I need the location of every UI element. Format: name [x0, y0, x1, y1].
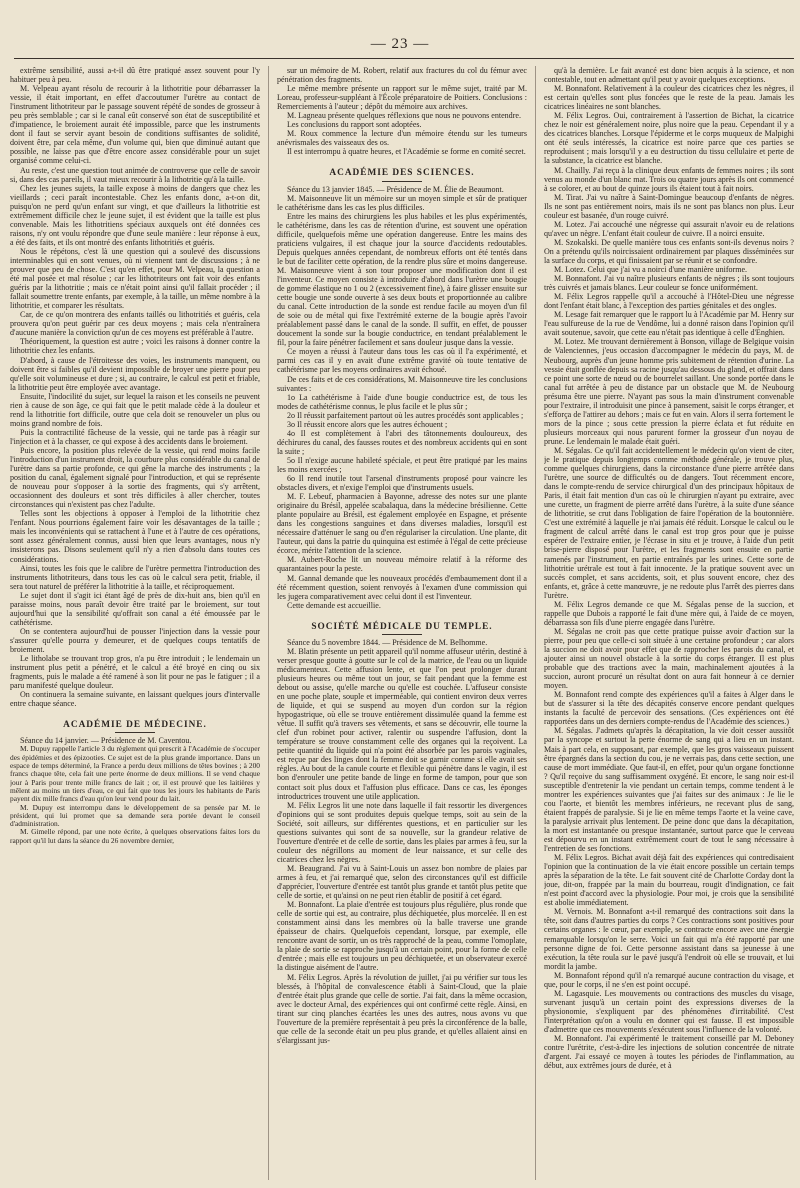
paragraph: 6o Il rend inutile tout l'arsenal d'instruments proposé pour vaincre les obstacles divers, et n'exige l'emploi que d'instruments usuels.: [277, 474, 527, 493]
paragraph: M. Ségalas. Ce qu'il fait accidentellement le médecin qu'on vient de citer, je le pratique depuis longtemps comme méthode générale, je trouve plus, comme quelques chirurgiens, dans la circonstance d'une pierre arrêtée dans l'urètre, une source de difficultés ou de dangers. Tout récemment encore, dans le compte-rendu de service chirurgical d'un des principaux hôpitaux de Paris, il était fait mention d'un cas où le chirurgien n'ayant pu extraire, avec une curette, un fragment de pierre arrêté dans l'urètre, à la suite d'une séance de lithotritie, se crut dans l'obligation de faire l'opération de la boutonnière. C'est une extrémité à laquelle je n'ai jamais été réduit. Lorsque le calcul ou le fragment de calcul arrêté dans le canal est trop gros pour que je puisse espérer de l'extraire entier, je l'écrase in situ et je trouve, à l'aide d'un petit brise-pierre disposé pour l'urètre, et les fragments sont ensuite en partie ramenés par l'instrument, en partie entraînés par les urines. Cette sorte de lithotritie urétrale est tout à fait innocente. Je la pratique souvent avec un succès complet, et sans accidents, soit, et plus souvent encore, chez des enfants, et, grâce à cette manœuvre, je ne redoute plus l'arrêt des pierres dans l'urètre.: [544, 445, 794, 600]
paragraph: M. Bonnafont répond qu'il n'a remarqué aucune contraction du visage, et que, pour le corps, il ne s'en est point occupé.: [544, 970, 794, 989]
top-rule: [14, 58, 794, 59]
paragraph: M. Félix Legros. Après la révolution de juillet, j'ai pu vérifier sur tous les blessés, à l'hôpital de convalescence établi à Saint-Cloud, que la plaie d'entrée était plus grande que celle de sortie. J'ai fait, dans la même occasion, avec le docteur Arnal, des expériences qui ont confirmé cette règle. Ainsi, en tirant sur cinq planches écartées les unes des autres, nous avons vu que l'ouverture de la première représentait à peu près la circonférence de la balle, que celle de la seconde était un peu plus grande, et qu'elles allaient ainsi en s'élargissant jus-: [277, 972, 527, 1045]
paragraph: M. Bonnafont. La plaie d'entrée est toujours plus régulière, plus ronde que celle de sortie qui est, au contraire, plus déchiquetée, plus morcelée. Il en est constamment ainsi dans les membres où la balle traverse une grande épaisseur de chairs. Quelquefois cependant, lorsque, par exemple, elle rencontre avant de sortir, un os très rapproché de la peau, comme l'omoplate, la plaie de sortie se rapproche jusqu'à un certain point, pour la forme de celle d'entrée ; mais elle est toujours un peu déchiquetée, et un observateur exercé la distingue aisément de l'autre.: [277, 900, 527, 973]
paragraph: Entre les mains des chirurgiens les plus habiles et les plus expérimentés, le cathétérisme, dans les cas de rétention d'urine, est souvent une opération difficile, quelquefois même une opération dangereuse. Entre les mains des praticiens vulgaires, il est chaque jour la source d'accidents redoutables. Depuis quelques années cependant, de nombreux efforts ont été tentés dans le but de faciliter cette opération, de la rendre plus sûre et moins dangereuse. M. Maisonneuve vient à son tour proposer une modification dont il est l'inventeur. Ce moyen consiste à introduire d'abord dans l'urètre une bougie de gomme élastique no 1 ou 2 (excessivement fine), à faire glisser ensuite sur cette bougie une sonde ouverte à ses deux bouts et proportionnée au calibre du canal. Cette introduction de la sonde est rendue facile au moyen d'un fil de soie ou de métal qui fixe l'extrémité externe de la bougie après l'avoir préalablement passé dans le canal de la sonde. Il suffit, en effet, de pousser doucement la sonde sur la bougie conductrice, en tendant préalablement le fil, pour la faire pénétrer facilement et sans douleur jusque dans la vessie.: [277, 211, 527, 348]
paragraph: Cette demande est accueillie.: [287, 600, 381, 610]
meeting-line: Séance du 5 novembre 1844. — Présidence de M. Belhomme.: [287, 637, 488, 647]
column-divider: [535, 66, 536, 1180]
paragraph: M. Lotez. J'ai accouché une négresse qui assurait n'avoir eu de relations qu'avec un nègre. L'enfant était couleur de cuivre. Il a noirci ensuite.: [544, 219, 794, 238]
paragraph: Théoriquement, la question est autre ; voici les raisons à donner contre la lithotritie chez les enfants.: [10, 337, 260, 356]
paragraph: Le même membre présente un rapport sur le même sujet, traité par M. Loreau, professeur-suppléant à l'École préparatoire de Poitiers. Conclusions : Remerciements à l'auteur ; dépôt du mémoire aux archives.: [277, 84, 527, 112]
section-heading: [277, 623, 527, 635]
paragraph: M. Maisonneuve lit un mémoire sur un moyen simple et sûr de pratiquer le cathétérisme dans les cas les plus difficiles.: [277, 193, 527, 212]
paragraph: Car, de ce qu'on montrera des enfants taillés ou lithotritiés et guéris, cela prouvera qu'on peut guérir par ces deux moyens ; mais cela n'entraînera d'aucune manière la conviction qu'un de ces moyens est préférable à l'autre.: [10, 310, 260, 338]
heading-rule: [382, 181, 422, 182]
paragraph: M. F. Lebeuf, pharmacien à Bayonne, adresse des notes sur une plante originaire du Brésil, appelée scabalaqua, dans la médecine brésilienne. Cette plante populaire au Brésil, est également employée en Espagne, et présente dans les congestions sanguines et dans diverses maladies, lorsqu'il est nécessaire d'atténuer le sang ou d'en régulariser la circulation. Une plante, dit l'auteur, qui dans la patrie du quinquina est estimée à l'égal de cette précieuse écorce, mérite l'attention de la science.: [277, 492, 527, 556]
paragraph: De ces faits et de ces considérations, M. Maisonneuve tire les conclusions suivantes :: [277, 374, 527, 393]
paragraph: Telles sont les objections à opposer à l'emploi de la lithotritie chez l'enfant. Nous pourrions également faire voir les désavantages de la taille ; mais les inconvénients qui se rattachent à l'une et à l'autre de ces opérations, sont assez généralement connus, aussi bien que leurs avantages, nous n'y insisterons pas. Disons seulement qu'il n'y a rien d'absolu dans toutes ces considérations.: [10, 509, 260, 564]
column-3: [544, 66, 794, 1180]
paragraph: Puis la contractilité fâcheuse de la vessie, qui ne tarde pas à réagir sur l'injection et à la chasser, ce qui expose à des accidents dans le broiement.: [10, 427, 260, 446]
paragraph: M. Bonnafont. J'ai expérimenté le traitement conseillé par M. Deboney contre l'urétrite, c'est-à-dire les injections de solution concentrée de nitrate d'argent. J'ai essayé ce moyen à toutes les périodes de l'inflammation, au début, aux extrêmes jours de durée, et à: [544, 1034, 794, 1071]
paragraph: Ce moyen a réussi à l'auteur dans tous les cas où il l'a expérimenté, et parmi ces cas il y en avait d'une extrême gravité où toute tentative de cathétérisme par les moyens ordinaires avait échoué.: [277, 347, 527, 375]
paragraph: 4o Il est complètement à l'abri des tâtonnements douloureux, des déchirures du canal, des fausses routes et des nombreux accidents qui en sont la suite ;: [277, 428, 527, 456]
paragraph: M. Lagneau présente quelques réflexions que nous ne pouvons entendre.: [287, 111, 521, 121]
paragraph: M. Blatin présente un petit appareil qu'il nomme affuseur utérin, destiné à verser presque goutte à goutte sur le col de la matrice, de l'eau ou un liquide médicamenteux. Cette affusion lente, et que l'on peut prolonger durant plusieurs heures ou même tout un jour, se fait pendant que la femme est debout ou assise, qu'elle marche ou qu'elle est couchée. L'affuseur consiste en une poche plate, souple et imperméable, qui contient environ deux verres de liquide, et qui se suspend au moyen d'un cordon sur la région hypogastrique, où elle se trouve entièrement dissimulée quand la femme est vêtue. Il suffit qu'à travers ses vêtements, et sans se découvrir, elle tourne la clef d'un robinet pour activer, ralentir ou suspendre l'affusion, dont la température se trouve constamment celle des organes qui la reçoivent. La petite quantité du liquide qui n'a point été absorbée par les parois vaginales, est reçue par des linges dont la femme doit se garnir comme si elle avait ses règles. Au bout de la canule courte et flexible qui pénètre dans le vagin, il est bon d'enrouler une petite bande de linge en forme de tampon, pour que son contact soit plus doux et l'affusion plus efficace. Dans ce cas, les éponges introductrices trouvent une utile application.: [277, 646, 527, 801]
paragraph: M. Ségalas ne croit pas que cette pratique puisse avoir d'action sur la pierre, pour peu que celle-ci soit située à une certaine profondeur ; car alors la succion ne doit avoir pour effet que de rapprocher les parois du canal, et ajouter ainsi un nouvel obstacle à la sortie du corps étranger. Il est plus probable que des tractions avec la main, machinalement ajoutées à la succion, auront procuré un résultat dont on aura fait honneur à ce dernier moyen.: [544, 626, 794, 691]
paragraph: M. Lesage fait remarquer que le rapport lu à l'Académie par M. Henry sur l'eau sulfureuse de la rue de Vendôme, lui a donné raison dans l'opinion qu'il avait soutenue, savoir, que cette eau n'était pas identique à celle d'Enghien.: [544, 310, 794, 338]
paragraph: Chez les jeunes sujets, la taille expose à moins de dangers que chez les vieillards ; ceci paraît incontestable. Chez les enfants donc, a-t-on dit, puisqu'on ne perd qu'un enfant sur vingt, et que d'ailleurs la lithotritie est extrêmement difficile chez le jeune sujet, il est évident que la taille est plus convenable. Mais les lithotritiens spéciaux auxquels ont été données ces raisons, n'y ont voulu répondre que d'une seule manière : leur réponse à eux, a été des faits, et ils ont montré des enfants lithotritiés et guéris.: [10, 183, 260, 247]
paragraph: M. Beaugrand. J'ai vu à Saint-Louis un assez bon nombre de plaies par armes à feu, et j'ai remarqué que, selon des circonstances qu'il est difficile d'apprécier, l'ouverture d'entrée est tantôt plus grande et tantôt plus petite que celle de sortie, et qu'ainsi on ne peut rien établir de positif à cet égard.: [277, 863, 527, 901]
paragraph: 5o Il n'exige aucune habileté spéciale, et peut être pratiqué par les mains les moins exercées ;: [277, 455, 527, 474]
paragraph: M. Bonnafont. J'ai vu naître plusieurs enfants de nègres ; ils sont toujours très cuivrés et jamais blancs. Leur couleur se fonce uniformément.: [544, 274, 794, 293]
paragraph: M. Félix Legros demande ce que M. Ségalas pense de la succion, et rappelle que Dubois a rapporté le fait d'une mère qui, à l'aide de ce moyen, débarrassa son fils d'une pierre engagée dans l'urètre.: [544, 599, 794, 627]
paragraph: M. Bonnafont. Relativement à la couleur des cicatrices chez les nègres, il est certain qu'elles sont plus foncées que le reste de la peau. Jamais les cicatrices linéaires ne sont blanches.: [544, 84, 794, 112]
paragraph: M. Vernois. M. Bonnafont a-t-il remarqué des contractions soit dans la tête, soit dans d'autres parties du corps ? Ces contractions sont positives pour certains organes : le cœur, par exemple, se contracte encore avec une énergie remarquable lorsqu'on le serre. Voici un fait qui m'a été rapporté par une personne digne de foi. Cette personne assistant dans sa jeunesse à une exécution, la tête roula sur le pavé jusqu'à l'endroit où elle se trouvait, et lui mordit la jambe.: [544, 907, 794, 971]
paragraph: Les conclusions du rapport sont adoptées.: [287, 120, 422, 130]
paragraph: On continuera la semaine suivante, en laissant quelques jours d'intervalle entre chaque séance.: [10, 690, 260, 709]
meeting-line: Séance du 14 janvier. — Présidence de M. Caventou.: [20, 736, 192, 746]
paragraph: M. Lagasquie. Les mouvements ou contractions des muscles du visage, survenant jusqu'à un certain point des expressions diverses de la physionomie, s'expliquent par des phénomènes d'irritabilité. C'est l'interprétation qu'on a voulu en donner qui est fausse. Il est impossible d'admettre que ces mouvements s'exécutent sous l'influence de la volonté.: [544, 988, 794, 1034]
spacer: [277, 610, 527, 618]
paragraph: Ainsi, toutes les fois que le calibre de l'urètre permettra l'introduction des instruments lithotriteurs, dans tous les cas où le calcul sera petit, friable, il sera tout naturel de préférer la lithotritie à la taille, et réciproquement.: [10, 563, 260, 591]
spacer: [277, 156, 527, 164]
section-heading-text: ACADÉMIE DE MÉDECINE.: [63, 720, 207, 731]
paragraph: Au reste, c'est une question tout animée de controverse que celle de savoir si, dans des cas pareils, il vaut mieux recourir à la lithotritie qu'à la taille.: [10, 165, 260, 184]
paragraph: Puis encore, la position plus relevée de la vessie, qui rend moins facile l'introduction d'un instrument droit, la courbure plus considérable du canal de l'urètre dans sa partie profonde, ce qui gêne la marche des instruments ; la position du canal, également signalé pour l'introduction, et qui se représente de nouveau pour s'opposer à la sortie des fragments, qui s'y arrêtent, occasionnent des douleurs et sont très difficiles à aller chercher, toutes circonstances qui n'existent pas chez l'adulte.: [10, 445, 260, 510]
paragraph: qu'à la dernière. Le fait avancé est donc bien acquis à la science, et non contestable, tout en admettant qu'il peut y avoir quelques exceptions.: [544, 66, 794, 85]
section-heading-text: ACADÉMIE DES SCIENCES.: [329, 168, 475, 179]
section-heading: [10, 721, 260, 733]
paragraph: M. Chailly. J'ai reçu à la clinique deux enfants de femmes noires ; ils sont venus au monde d'un blanc mat. Trois ou quatre jours après ils ont commencé à se colorer, et au bout de quinze jours ils étaient tout à fait noirs.: [544, 165, 794, 193]
paragraph: M. Bonnafont rend compte des expériences qu'il a faites à Alger dans le but de s'assurer si la tête des décapités conserve encore pendant quelques instants la faculté de percevoir des sensations. (Ces expériences ont été rapportées dans un des derniers compte-rendus de l'Académie des sciences.): [544, 690, 794, 727]
section-heading: [277, 169, 527, 181]
paragraph: M. Velpeau ayant résolu de recourir à la lithotritie pour débarrasser la vessie, il était important, en effet d'accoutumer l'urètre au contact de l'instrument lithotriteur par le passage souvent répété de sondes de grosseur à peu près semblable ; car si le canal eût conservé son état de susceptibilité et d'impatience, le broiement aurait été impossible, parce que les instruments dont il faut se servir ayant besoin de conditions suffisantes de solidité, doivent être, par cela même, d'un volume qui, bien que diminué autant que possible, ne laisse pas que d'être encore assez considérable pour un sujet organisé comme celui-ci.: [10, 84, 260, 166]
paragraph: D'abord, à cause de l'étroitesse des voies, les instruments manquent, ou doivent être si faibles qu'il devient impossible de broyer une pierre pour peu qu'elle soit volumineuse et dure ; si, au contraire, le calcul est petit et friable, la lithotritie peut être employée avec avantage.: [10, 355, 260, 392]
paragraph: M. Félix Legros rappelle qu'il a accouché à l'Hôtel-Dieu une négresse dont l'enfant était blanc, à l'exception des parties génitales et des ongles.: [544, 292, 794, 311]
paragraph: M. Ségalas. J'admets qu'après la décapitation, la vie doit cesser aussitôt par la syncope et surtout la perte énorme de sang qui a lieu en un instant. Mais à part cela, en supposant, par exemple, que les gros vaisseaux puissent être épargnés dans la section du cou, je ne verrais pas, dans cette section, une cause de mort immédiate. Que faut-il, en effet, pour qu'un organe fonctionne ? Qu'il reçoive du sang suffisamment oxygéné. Et encore, le sang noir est-il susceptible d'entretenir la vie pendant un certain temps, comme tendent à le montrer les expériences suivantes que j'ai faites sur des animaux : Je lie le cou l'aorte, et bientôt les membres inférieurs, ne recevant plus de sang, étaient frappés de paralysie. Si je lie en même temps l'aorte et la veine cave, la paralysie arrivait plus lentement. De peine donc que dans la décapitation, la mort est instantanée ou presque instantanée, surtout parce que le cerveau est dépourvu en un instant extrêmement court de tout le sang nécessaire à l'entretien de ses fonctions.: [544, 726, 794, 854]
column-divider: [268, 66, 269, 1180]
paragraph: M. Gannal demande que les nouveaux procédés d'embaumement dont il a été récemment question, soient renvoyés à l'examen d'une commission qui les jugera comparativement avec celui dont il est l'inventeur.: [277, 573, 527, 601]
paragraph: M. Félix Legros. Oui, contrairement à l'assertion de Bichat, la cicatrice chez le noir est généralement noire, plus noire que la peau. Cependant il y a des cicatrices blanches. Lorsque l'épiderme et le corps muqueux de Malpighi ont été seuls intéressés, la cicatrice est noire parce que ces parties se reproduisent ; mais lorsqu'il y a eu destruction du tissu cellulaire et perte de la substance, la cicatrice est blanche.: [544, 111, 794, 166]
paragraph: Nous le répétons, c'est là une question qui a soulevé des discussions interminables qui en sont venues, où ni viennent tant de discussions ; à ne prouver que peu de chose. C'est qu'en effet, pour M. Velpeau, la question a été mal posée et mal résolue ; car les lithotriteurs ont fait voir des enfants guéris par la lithotritie ; mais ce n'était point ainsi qu'il fallait procéder ; il fallait soumettre trente enfants, par exemple, à la taille, un même nombre à la lithotritie, et comparer les résultats.: [10, 246, 260, 311]
column-1: [10, 66, 260, 1180]
columns: [10, 66, 794, 1180]
meeting-line: Séance du 13 janvier 1845. — Présidence de M. Élie de Beaumont.: [287, 184, 504, 194]
heading-rule: [115, 732, 155, 733]
page-number: — 23 —: [370, 36, 430, 52]
paragraph: On se contentera aujourd'hui de pousser l'injection dans la vessie pour s'assurer qu'elle pourra y demeurer, et de quelques coups tentatifs de broiement.: [10, 626, 260, 654]
paragraph: M. Lotez. Celui que j'ai vu a noirci d'une manière uniforme.: [554, 265, 748, 275]
paragraph: M. Gimelle répond, par une note écrite, à quelques observations faites lors du rapport qu'il lut dans la séance du 26 novembre dernier,: [10, 827, 260, 845]
paragraph: M. Lotez. Me trouvant dernièrement à Bonson, village de Belgique voisin de Valenciennes, j'eus occasion d'accompagner le médecin du pays, M. de Neubourg, auprès d'un jeune homme pris subitement de rétention d'urine. La vessie était gonflée depuis sa racine jusqu'au dessous du gland, et offrait dans ce point une sorte de nœud ou de bourrelet saillant. Une sonde portée dans le canal fut arrêtée à peu de distance par un obstacle que M. de Neubourg présuma être une pierre. N'ayant pas sous la main d'instrument convenable pour l'extraire, il introduisit une pince à pansement, saisit le corps étranger, et s'efforça de l'attirer au dehors ; mais ce fut en vain. Alors il serra fortement le mors de la pince ; sous cette pression la pierre éclata et fut réduite en plusieurs morceaux qui nous parurent former la grosseur d'un noyau de prune. Le lendemain le malade était guéri.: [544, 337, 794, 446]
paragraph: M. Dupuy rappelle l'article 3 du règlement qui prescrit à l'Académie de s'occuper des épidémies et des épizooties. Ce sujet est de la plus grande importance. Dans un espace de temps déterminé, la France a perdu deux millions de têtes bovines ; à 200 francs chaque tête, cela fait une perte énorme de deux millions. Il se vend chaque jour à Paris pour trente mille francs de lait ; or, il est prouvé que les laitières y mêlent au moins un tiers d'eau, ce qui fait que tous les jours les habitants de Paris payent dix mille francs d'eau qu'on leur vend pour du lait.: [10, 744, 260, 804]
paragraph: Le litholabe se trouvant trop gros, n'a pu être introduit ; le lendemain un instrument plus petit a pénétré, et le calcul a été broyé en cinq ou six fragments, puis le malade a été ramené à son lit pour ne pas le fatiguer ; il a paru manifesté quelque douleur.: [10, 654, 260, 691]
paragraph: M. Félix Legros lit une note dans laquelle il fait ressortir les divergences d'opinions qui se sont produites depuis quelque temps, soit au sein de la Société, soit ailleurs, sur différentes questions, et en particulier sur les questions suivantes qui sont de sa nouvelle, sur la grandeur relative de l'ouverture d'entrée et de celle de sortie, dans les plaies par armes à feu, sur la couleur des négrillons au moment de leur naissance, et sur celle des cicatrices chez les nègres.: [277, 800, 527, 864]
paragraph: 3o Il réussit encore alors que les autres échouent ;: [287, 419, 448, 429]
column-2: [277, 66, 527, 1180]
paragraph: 2o Il réussit parfaitement partout où les autres procédés sont applicables ;: [287, 410, 524, 420]
paragraph: M. Félix Legros. Bichat avait déjà fait des expériences qui contredisaient l'opinion que la continuation de la vie était encore possible un certain temps après la séparation de la tête. Le fait souvent cité de Charlotte Corday dont la joue, dit-on, frappée par la main du bourreau, rougit d'indignation, ce fait n'est point d'accord avec la physiologie. Pour moi, je crois que la sensibilité est abolie immédiatement.: [544, 853, 794, 908]
paragraph: Le sujet dont il s'agit ici étant âgé de près de dix-huit ans, bien qu'il en paraisse moins, nous paraît devoir être traité par le broiement, sur tout aujourd'hui que la sensibilité qu'offrait son canal a été émoussée par le cathétérisme.: [10, 590, 260, 627]
paragraph: M. Aubert-Roche lit un nouveau mémoire relatif à la réforme des quarantaines pour la peste.: [277, 555, 527, 574]
spacer: [10, 708, 260, 716]
section-heading-text: SOCIÉTÉ MÉDICALE DU TEMPLE.: [311, 621, 493, 632]
paragraph: M. Roux commence la lecture d'un mémoire étendu sur les tumeurs anévrismales des vaisseaux des os.: [277, 129, 527, 148]
paragraph: M. Szokalski. De quelle manière tous ces enfants sont-ils devenus noirs ? On a prétendu qu'ils noircissaient ordinairement par plaques disséminées sur la surface du corps, et qui finissaient par se réunir et se confondre.: [544, 237, 794, 265]
paragraph: sur un mémoire de M. Robert, relatif aux fractures du col du fémur avec pénétration des fragments.: [277, 66, 527, 85]
paragraph: M. Tirat. J'ai vu naître à Saint-Domingue beaucoup d'enfants de nègres. Ils ne sont pas entièrement noirs, mais ils ne sont pas blancs non plus. Leur couleur est basanée, d'un rouge cuivré.: [544, 192, 794, 220]
paragraph: extrême sensibilité, aussi a-t-il dû être pratiqué assez souvent pour l'y habituer peu à peu.: [10, 66, 260, 85]
paragraph: Ensuite, l'indocilité du sujet, sur lequel la raison et les conseils ne peuvent rien à cause de son âge, ce qui fait que le petit malade cède à la douleur et rend la lithotritie fort difficile, outre que cela doit se renouveler un plus ou moins grand nombre de fois.: [10, 391, 260, 428]
paragraph: Il est interrompu à quatre heures, et l'Académie se forme en comité secret.: [287, 147, 526, 157]
paragraph: 1o La cathétérisme à l'aide d'une bougie conductrice est, de tous les modes de cathétérisme connus, le plus facile et le plus sûr ;: [277, 392, 527, 411]
heading-rule: [382, 634, 422, 635]
paragraph: M. Dupuy est interrompu dans le développement de sa pensée par M. le président, qui lui promet que sa demande sera portée devant le conseil d'administration.: [10, 802, 260, 829]
